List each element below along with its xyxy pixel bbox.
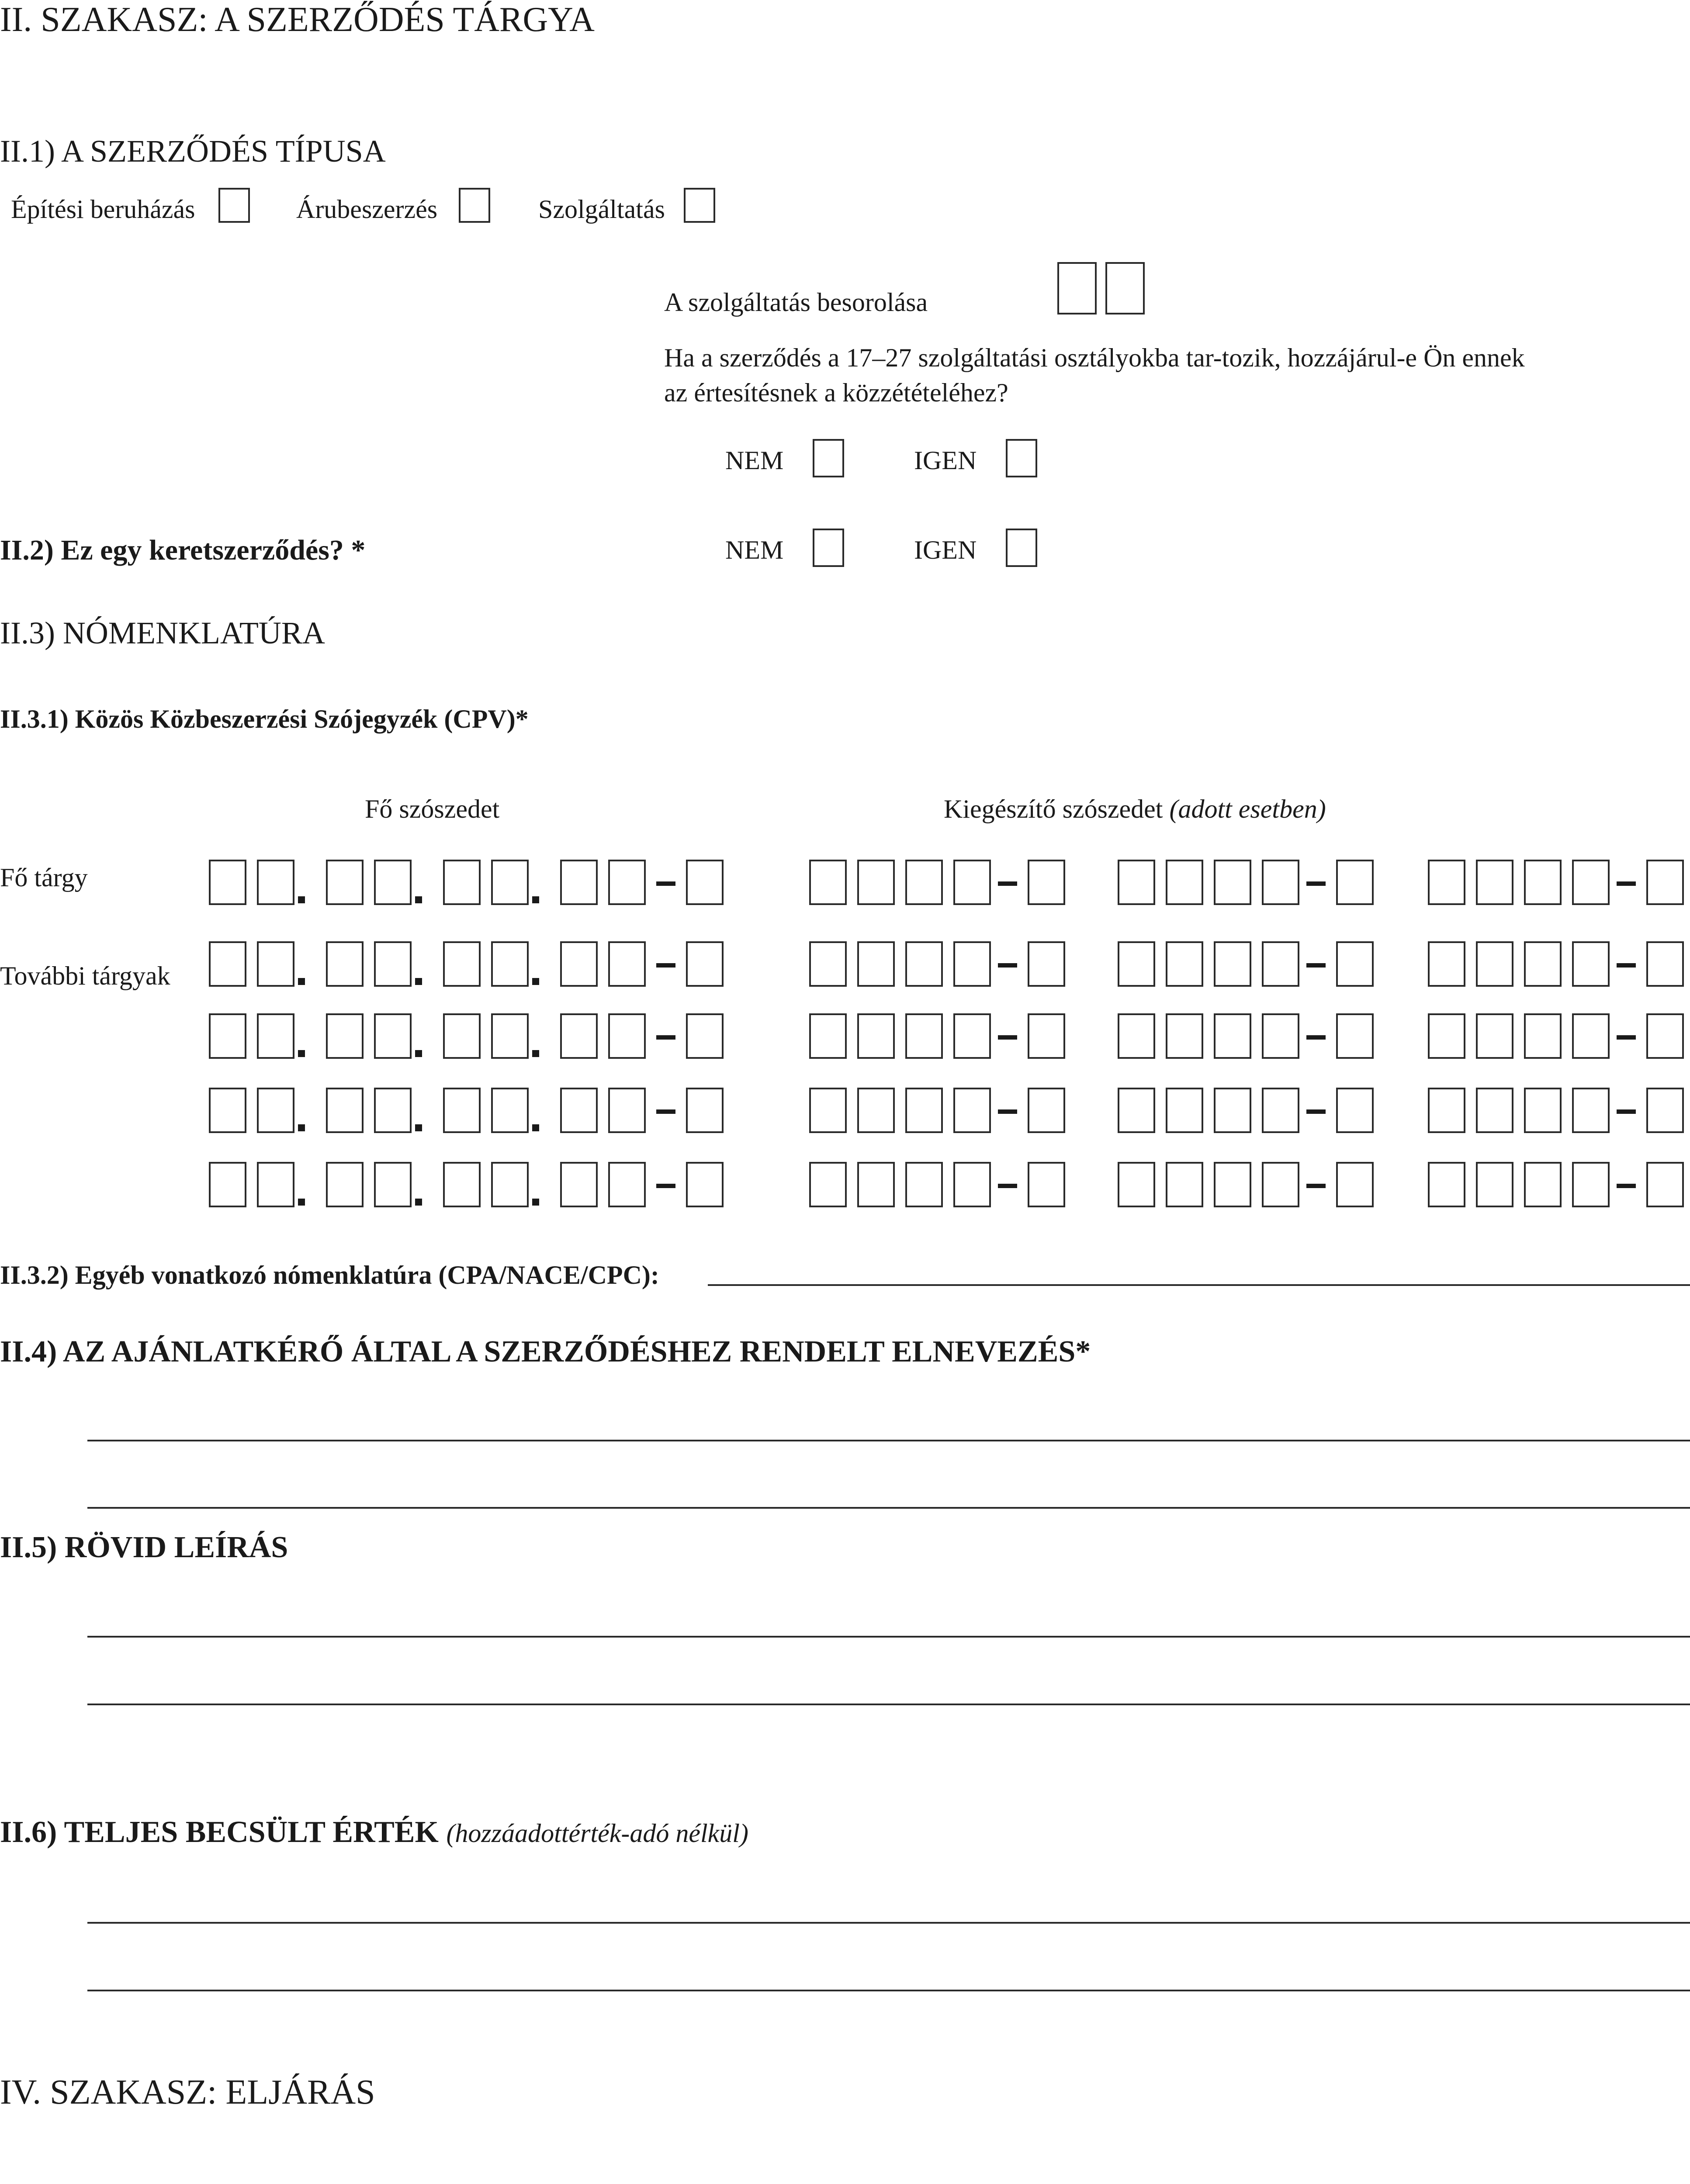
cpv-main-digit-box[interactable] [608, 941, 646, 987]
cpv-supplementary-box[interactable] [905, 1088, 943, 1133]
cpv-main-digit-box[interactable] [443, 860, 481, 905]
cpv-supplementary-box[interactable] [1428, 1013, 1465, 1059]
contract-name-line-2[interactable] [87, 1507, 1690, 1509]
cpv-main-digit-box[interactable] [608, 1013, 646, 1059]
cpv-main-check-digit-box[interactable] [686, 1013, 724, 1059]
framework-heading: II.2) Ez egy keretszerződés? * [0, 534, 366, 566]
cpv-separator-dot [298, 1050, 305, 1057]
cpv-separator-dash [998, 1109, 1017, 1114]
cpv-supplementary-box[interactable] [1118, 1088, 1155, 1133]
cpv-main-check-digit-box[interactable] [686, 941, 724, 987]
cpv-separator-dash [998, 1035, 1017, 1040]
cpv-supplementary-box[interactable] [1524, 1162, 1562, 1207]
cpv-separator-dot [298, 1124, 305, 1131]
section-2-title: II. SZAKASZ: A SZERZŐDÉS TÁRGYA [0, 0, 595, 39]
contract-type-heading: II.1) A SZERZŐDÉS TÍPUSA [0, 134, 386, 169]
cpv-separator-dot [415, 1050, 422, 1057]
cpv-supplementary-box[interactable] [1118, 1013, 1155, 1059]
cpv-supplementary-check-box[interactable] [1336, 1088, 1374, 1133]
cpv-main-digit-box[interactable] [257, 941, 294, 987]
cpv-separator-dash [998, 1184, 1017, 1188]
cpv-main-digit-box[interactable] [491, 860, 529, 905]
cpv-supplementary-check-box[interactable] [1028, 1162, 1065, 1207]
cpv-supplementary-box[interactable] [1166, 941, 1203, 987]
cpv-separator-dot [532, 1199, 539, 1206]
cpv-supplementary-box[interactable] [1524, 941, 1562, 987]
cpv-supplementary-box[interactable] [1476, 1088, 1513, 1133]
cpv-supplementary-box[interactable] [1476, 860, 1513, 905]
estimated-value-note: (hozzáadottérték-adó nélkül) [446, 1819, 748, 1848]
supplementary-vocabulary-text: Kiegészítő szószedet [944, 795, 1163, 823]
cpv-main-digit-box[interactable] [326, 1162, 364, 1207]
consent-question-line-2: az értesítésnek a közzétételéhez? [664, 378, 1008, 407]
cpv-supplementary-box[interactable] [953, 860, 991, 905]
cpv-supplementary-check-box[interactable] [1646, 941, 1684, 987]
cpv-separator-dash [1306, 1035, 1326, 1040]
cpv-separator-dash [656, 1035, 675, 1040]
cpv-separator-dash [1617, 881, 1636, 886]
cpv-supplementary-check-box[interactable] [1028, 1088, 1065, 1133]
cpv-supplementary-box[interactable] [1262, 860, 1299, 905]
cpv-supplementary-box[interactable] [1214, 860, 1251, 905]
cpv-separator-dash [1306, 1184, 1326, 1188]
cpv-supplementary-box[interactable] [1166, 1162, 1203, 1207]
cpv-supplementary-box[interactable] [1524, 1088, 1562, 1133]
cpv-separator-dash [1617, 1109, 1636, 1114]
cpv-separator-dot [415, 896, 422, 903]
cpv-main-digit-box[interactable] [560, 941, 598, 987]
option-services-label: Szolgáltatás [538, 195, 665, 224]
cpv-supplementary-box[interactable] [1214, 1162, 1251, 1207]
supplementary-vocabulary-label [944, 794, 1326, 824]
cpv-supplementary-box[interactable] [1166, 860, 1203, 905]
contract-name-heading: II.4) AZ AJÁNLATKÉRŐ ÁLTAL A SZERZŐDÉSHEZ RENDELT ELNEVEZÉS* [0, 1335, 1091, 1368]
cpv-separator-dash [656, 1184, 675, 1188]
cpv-supplementary-box[interactable] [1428, 860, 1465, 905]
cpv-separator-dash [1617, 1035, 1636, 1040]
cpv-main-digit-box[interactable] [491, 1013, 529, 1059]
cpv-supplementary-box[interactable] [857, 860, 895, 905]
cpv-supplementary-box[interactable] [1572, 860, 1610, 905]
cpv-supplementary-box[interactable] [1118, 941, 1155, 987]
cpv-main-digit-box[interactable] [209, 860, 246, 905]
cpv-supplementary-box[interactable] [857, 1162, 895, 1207]
cpv-main-digit-box[interactable] [257, 1088, 294, 1133]
cpv-supplementary-check-box[interactable] [1028, 941, 1065, 987]
cpv-main-digit-box[interactable] [608, 1088, 646, 1133]
cpv-supplementary-check-box[interactable] [1646, 1088, 1684, 1133]
cpv-main-digit-box[interactable] [491, 1088, 529, 1133]
cpv-separator-dash [998, 881, 1017, 886]
cpv-main-digit-box[interactable] [374, 941, 412, 987]
other-nomenclature-input-line[interactable] [708, 1284, 1690, 1286]
cpv-main-digit-box[interactable] [443, 1162, 481, 1207]
cpv-supplementary-box[interactable] [1166, 1013, 1203, 1059]
cpv-supplementary-box[interactable] [1572, 1013, 1610, 1059]
cpv-main-digit-box[interactable] [209, 1088, 246, 1133]
cpv-main-digit-box[interactable] [209, 1162, 246, 1207]
cpv-separator-dash [656, 1109, 675, 1114]
cpv-separator-dash [1306, 963, 1326, 968]
cpv-main-digit-box[interactable] [374, 860, 412, 905]
cpv-separator-dash [1306, 1109, 1326, 1114]
cpv-supplementary-box[interactable] [1476, 941, 1513, 987]
cpv-main-digit-box[interactable] [443, 1013, 481, 1059]
cpv-supplementary-box[interactable] [1572, 1162, 1610, 1207]
estimated-value-line-1[interactable] [87, 1922, 1690, 1924]
supplies-checkbox[interactable] [459, 188, 490, 223]
cpv-supplementary-box[interactable] [1262, 1162, 1299, 1207]
cpv-supplementary-box[interactable] [1476, 1162, 1513, 1207]
cpv-supplementary-box[interactable] [1572, 941, 1610, 987]
cpv-supplementary-box[interactable] [1214, 941, 1251, 987]
cpv-main-digit-box[interactable] [326, 860, 364, 905]
framework-no-label: NEM [725, 536, 784, 564]
consent-yes-checkbox[interactable] [1006, 439, 1037, 477]
cpv-main-digit-box[interactable] [491, 941, 529, 987]
cpv-supplementary-box[interactable] [809, 860, 847, 905]
cpv-supplementary-check-box[interactable] [1646, 860, 1684, 905]
contract-name-line-1[interactable] [87, 1440, 1690, 1441]
cpv-main-digit-box[interactable] [560, 1088, 598, 1133]
main-vocabulary-label: Fő szószedet [365, 795, 500, 823]
cpv-supplementary-box[interactable] [1118, 1162, 1155, 1207]
cpv-supplementary-check-box[interactable] [1646, 1013, 1684, 1059]
cpv-supplementary-check-box[interactable] [1336, 941, 1374, 987]
cpv-supplementary-box[interactable] [809, 1162, 847, 1207]
cpv-supplementary-box[interactable] [1524, 860, 1562, 905]
cpv-supplementary-box[interactable] [1428, 941, 1465, 987]
cpv-main-digit-box[interactable] [209, 1013, 246, 1059]
cpv-separator-dash [1306, 881, 1326, 886]
cpv-supplementary-box[interactable] [1524, 1013, 1562, 1059]
cpv-main-digit-box[interactable] [326, 941, 364, 987]
cpv-supplementary-box[interactable] [905, 1013, 943, 1059]
cpv-main-digit-box[interactable] [257, 1013, 294, 1059]
cpv-supplementary-box[interactable] [809, 1013, 847, 1059]
consent-question-line-1: Ha a szerződés a 17–27 szolgáltatási osztályokba tar-tozik, hozzájárul-e Ön ennek [664, 343, 1525, 372]
cpv-separator-dot [415, 978, 422, 985]
cpv-main-digit-box[interactable] [560, 860, 598, 905]
cpv-separator-dash [656, 963, 675, 968]
cpv-heading: II.3.1) Közös Közbeszerzési Szójegyzék (CPV)* [0, 705, 529, 733]
cpv-main-digit-box[interactable] [326, 1088, 364, 1133]
cpv-supplementary-check-box[interactable] [1028, 1013, 1065, 1059]
cpv-supplementary-box[interactable] [857, 941, 895, 987]
works-checkbox[interactable] [218, 188, 250, 223]
cpv-separator-dot [298, 978, 305, 985]
cpv-supplementary-box[interactable] [905, 941, 943, 987]
cpv-supplementary-check-box[interactable] [1028, 860, 1065, 905]
cpv-separator-dash [1617, 963, 1636, 968]
cpv-main-digit-box[interactable] [491, 1162, 529, 1207]
cpv-supplementary-box[interactable] [1428, 1088, 1465, 1133]
cpv-main-digit-box[interactable] [374, 1088, 412, 1133]
short-description-line-2[interactable] [87, 1704, 1690, 1705]
option-works-label: Építési beruházás [11, 195, 195, 224]
cpv-separator-dot [298, 1199, 305, 1206]
cpv-separator-dot [415, 1124, 422, 1131]
additional-objects-label: További tárgyak [0, 961, 170, 990]
cpv-main-check-digit-box[interactable] [686, 1162, 724, 1207]
cpv-main-check-digit-box[interactable] [686, 860, 724, 905]
supplementary-vocabulary-note: (adott esetben) [1169, 795, 1326, 823]
cpv-supplementary-box[interactable] [1214, 1088, 1251, 1133]
service-classification-box-2[interactable] [1105, 262, 1145, 314]
cpv-supplementary-box[interactable] [809, 941, 847, 987]
service-classification-box-1[interactable] [1057, 262, 1097, 314]
cpv-supplementary-box[interactable] [1476, 1013, 1513, 1059]
cpv-separator-dot [532, 896, 539, 903]
estimated-value-title: II.6) TELJES BECSÜLT ÉRTÉK [0, 1815, 439, 1849]
cpv-supplementary-box[interactable] [953, 941, 991, 987]
nomenclature-heading: II.3) NÓMENKLATÚRA [0, 615, 325, 650]
cpv-main-digit-box[interactable] [608, 1162, 646, 1207]
framework-no-checkbox[interactable] [813, 529, 844, 567]
consent-no-checkbox[interactable] [813, 439, 844, 477]
consent-no-label: NEM [725, 446, 784, 475]
cpv-supplementary-check-box[interactable] [1336, 1013, 1374, 1059]
cpv-supplementary-box[interactable] [1262, 941, 1299, 987]
cpv-main-digit-box[interactable] [443, 941, 481, 987]
cpv-supplementary-box[interactable] [1262, 1013, 1299, 1059]
cpv-supplementary-box[interactable] [905, 1162, 943, 1207]
cpv-supplementary-box[interactable] [905, 860, 943, 905]
cpv-separator-dot [298, 896, 305, 903]
framework-yes-label: IGEN [914, 536, 977, 564]
cpv-supplementary-box[interactable] [1118, 860, 1155, 905]
cpv-separator-dot [532, 1124, 539, 1131]
cpv-main-digit-box[interactable] [326, 1013, 364, 1059]
cpv-supplementary-box[interactable] [1166, 1088, 1203, 1133]
cpv-supplementary-box[interactable] [953, 1162, 991, 1207]
cpv-separator-dot [532, 1050, 539, 1057]
cpv-supplementary-box[interactable] [953, 1013, 991, 1059]
cpv-supplementary-box[interactable] [1572, 1088, 1610, 1133]
cpv-supplementary-box[interactable] [857, 1013, 895, 1059]
cpv-main-digit-box[interactable] [209, 941, 246, 987]
cpv-main-digit-box[interactable] [374, 1013, 412, 1059]
cpv-supplementary-check-box[interactable] [1336, 860, 1374, 905]
cpv-supplementary-box[interactable] [857, 1088, 895, 1133]
cpv-main-digit-box[interactable] [608, 860, 646, 905]
option-supplies-label: Árubeszerzés [296, 195, 438, 224]
services-checkbox[interactable] [684, 188, 715, 223]
cpv-main-digit-box[interactable] [374, 1162, 412, 1207]
main-object-label: Fő tárgy [0, 863, 88, 892]
cpv-separator-dash [656, 881, 675, 886]
consent-yes-label: IGEN [914, 446, 977, 475]
cpv-separator-dash [1617, 1184, 1636, 1188]
cpv-supplementary-box[interactable] [809, 1088, 847, 1133]
cpv-supplementary-box[interactable] [1262, 1088, 1299, 1133]
cpv-separator-dot [532, 978, 539, 985]
service-classification-label: A szolgáltatás besorolása [664, 288, 928, 317]
cpv-separator-dot [415, 1199, 422, 1206]
cpv-main-digit-box[interactable] [560, 1162, 598, 1207]
framework-yes-checkbox[interactable] [1006, 529, 1037, 567]
cpv-main-digit-box[interactable] [560, 1013, 598, 1059]
cpv-main-digit-box[interactable] [257, 1162, 294, 1207]
cpv-supplementary-check-box[interactable] [1336, 1162, 1374, 1207]
estimated-value-heading [0, 1815, 748, 1850]
cpv-supplementary-check-box[interactable] [1646, 1162, 1684, 1207]
cpv-supplementary-box[interactable] [1214, 1013, 1251, 1059]
section-4-title: IV. SZAKASZ: ELJÁRÁS [0, 2073, 375, 2111]
cpv-main-digit-box[interactable] [443, 1088, 481, 1133]
short-description-line-1[interactable] [87, 1636, 1690, 1638]
cpv-supplementary-box[interactable] [1428, 1162, 1465, 1207]
estimated-value-line-2[interactable] [87, 1990, 1690, 1991]
cpv-supplementary-box[interactable] [953, 1088, 991, 1133]
short-description-heading: II.5) RÖVID LEÍRÁS [0, 1531, 288, 1564]
other-nomenclature-heading: II.3.2) Egyéb vonatkozó nómenklatúra (CPA/NACE/CPC): [0, 1261, 659, 1289]
cpv-main-digit-box[interactable] [257, 860, 294, 905]
cpv-separator-dash [998, 963, 1017, 968]
cpv-main-check-digit-box[interactable] [686, 1088, 724, 1133]
